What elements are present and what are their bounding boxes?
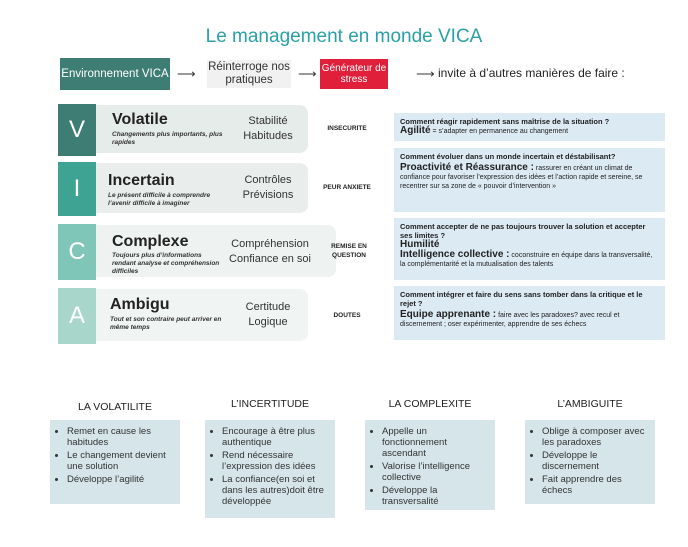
question-box-ambigu bbox=[394, 286, 665, 340]
row-box-line: Confiance en soi bbox=[229, 253, 311, 265]
question-text: Comment évoluer dans un monde incertain et déstabilisant? bbox=[400, 152, 616, 161]
row-box-line: Contrôles bbox=[244, 174, 292, 186]
answer-key: Intelligence collective : bbox=[400, 249, 510, 260]
list-item: • La confiance(en soi et dans les autres)doit être développée bbox=[222, 474, 329, 507]
row-box-complexe bbox=[226, 230, 314, 274]
row-name-volatile: Volatile bbox=[112, 111, 168, 128]
answer-text: faire avec les paradoxes? avec recul et discernement ; oser expérimenter, apprendre de ses échecs bbox=[400, 312, 620, 328]
answer-text: = s’adapter en permanence au changement bbox=[430, 128, 569, 135]
question-box-volatile bbox=[394, 113, 665, 141]
flow-step-environment: Environnement VICA bbox=[60, 58, 170, 90]
question-text: Comment accepter de ne pas toujours trouver la solution et accepter ses limites ? bbox=[400, 222, 646, 240]
letter-c: C bbox=[58, 224, 96, 280]
letter-a: A bbox=[58, 288, 96, 344]
list-item: • Le changement devient une solution bbox=[67, 450, 174, 472]
list-item: • Appelle un fonctionnement ascendant bbox=[382, 426, 489, 459]
list-item: • Développe la transversalité bbox=[382, 485, 489, 507]
row-subtitle-incertain: Le présent difficile à comprendre l’avenir difficile à imaginer bbox=[108, 192, 211, 207]
row-box-line: Logique bbox=[248, 316, 288, 328]
list-item: • Encourage à être plus authentique bbox=[222, 426, 329, 448]
question-text: Comment intégrer et faire du sens sans tomber dans la critique et le rejet ? bbox=[400, 290, 643, 308]
keyword-remise-en-question: REMISE EN QUESTION bbox=[331, 243, 367, 259]
keyword-doutes: DOUTES bbox=[333, 311, 361, 319]
letter-v: V bbox=[58, 104, 96, 156]
row-box-line: Stabilité bbox=[248, 115, 288, 127]
question-box-incertain bbox=[394, 148, 665, 212]
letter-i: I bbox=[58, 162, 96, 216]
right-arrow-icon: ⟶ bbox=[298, 66, 317, 81]
bottom-title-incertitude: L’INCERTITUDE bbox=[231, 398, 309, 410]
row-name-complexe: Complexe bbox=[112, 233, 189, 250]
flow-step-stress: Générateur de stress bbox=[320, 59, 388, 89]
list-item: • Rend nécessaire l’expression des idées bbox=[222, 450, 329, 472]
row-subtitle-volatile: Changements plus importants, plus rapides bbox=[112, 131, 223, 146]
answer-key: Equipe apprenante : bbox=[400, 309, 497, 320]
bottom-box-ambiguite bbox=[525, 420, 655, 504]
row-box-line: Certitude bbox=[245, 301, 291, 313]
keyword-insecurite: INSECURITE bbox=[327, 124, 367, 132]
keyword-peur-anxiete: PEUR ANXIETE bbox=[323, 183, 371, 191]
answer-key: Humilité bbox=[400, 239, 440, 250]
list-item: • Développe le discernement bbox=[542, 450, 649, 472]
bottom-title-complexite: LA COMPLEXITE bbox=[388, 398, 472, 410]
bottom-box-volatilite bbox=[50, 420, 180, 504]
answer-text: coconstruire en équipe dans la transversalité, la complémentarité et la mutualisation des talents bbox=[400, 252, 653, 268]
row-box-line: Habitudes bbox=[243, 130, 293, 142]
row-box-incertain bbox=[232, 166, 304, 210]
page-title: Le management en monde VICA bbox=[205, 26, 483, 47]
row-box-volatile bbox=[232, 108, 304, 150]
list-item: • Fait apprendre des échecs bbox=[542, 474, 649, 496]
row-box-line: Compréhension bbox=[231, 238, 309, 250]
right-arrow-icon: ⟶ bbox=[177, 66, 196, 81]
bottom-title-volatilite: LA VOLATILITE bbox=[78, 401, 152, 413]
row-subtitle-ambigu: Tout et son contraire peut arriver en même temps bbox=[110, 316, 222, 331]
row-name-incertain: Incertain bbox=[108, 172, 175, 189]
list-item: • Remet en cause les habitudes bbox=[67, 426, 174, 448]
row-box-line: Prévisions bbox=[242, 189, 294, 201]
flow-step-practices: Réinterroge nos pratiques bbox=[208, 61, 290, 86]
row-name-ambigu: Ambigu bbox=[110, 296, 170, 313]
list-item: • Oblige à composer avec les paradoxes bbox=[542, 426, 649, 448]
question-box-complexe bbox=[394, 218, 665, 280]
row-subtitle-complexe: Toujours plus d’informations rendant analyse et compréhension difficiles bbox=[112, 252, 220, 275]
answer-text: rassurer en créant un climat de confiance pour favoriser l’expression des idées et l’action rapide et sereine, se recentrer sur sa zone de « pouvoir d’intervention » bbox=[400, 165, 643, 190]
row-box-ambigu bbox=[232, 293, 304, 337]
bottom-title-ambiguite: L’AMBIGUITE bbox=[557, 398, 623, 410]
right-arrow-icon: ⟶ bbox=[416, 66, 435, 81]
flow-step-invite: invite à d’autres manières de faire : bbox=[438, 66, 625, 80]
bottom-box-complexite bbox=[365, 420, 495, 510]
answer-key: Agilité bbox=[400, 125, 431, 136]
list-item: • Développe l’agilité bbox=[67, 474, 174, 485]
list-item: • Valorise l’intelligence collective bbox=[382, 461, 489, 483]
answer-key: Proactivité et Réassurance : bbox=[400, 162, 534, 173]
bottom-box-incertitude bbox=[205, 420, 335, 518]
question-text: Comment réagir rapidement sans maîtrise de la situation ? bbox=[400, 117, 610, 126]
